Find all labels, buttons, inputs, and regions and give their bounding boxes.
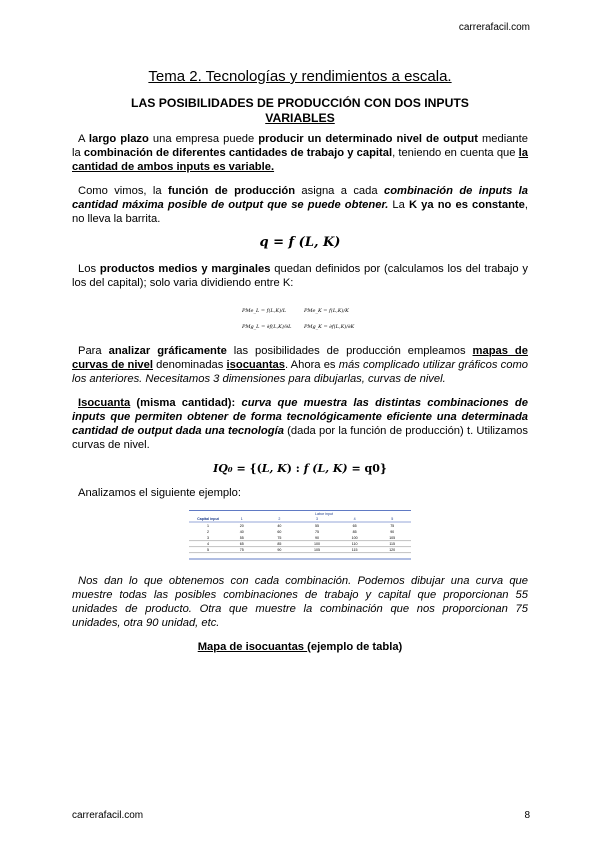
- text: una empresa puede: [148, 133, 259, 145]
- text-bold: K ya no es constante: [408, 199, 525, 211]
- text: denominadas: [153, 359, 227, 371]
- text-bold: productos medios y marginales: [99, 263, 271, 275]
- table-row-header: Capital input: [197, 517, 219, 521]
- text: Para: [78, 345, 109, 357]
- footer-site-name: carrerafacil.com: [72, 810, 144, 821]
- text: . Ahora es: [285, 359, 339, 371]
- text: las posibilidades de producción empleamos: [226, 345, 473, 357]
- text-bold: combinación de diferentes cantidades de trabajo y capital: [83, 147, 393, 159]
- text-italic: más complicado utilizar gráficos como los anteriores. Necesitamos 3 dimensiones para dibujarlas, curvas de nivel.: [72, 359, 529, 385]
- caption-underlined: Mapa de isocuantas: [197, 641, 308, 653]
- table-cell: 105: [389, 536, 396, 540]
- example-table-wrapper: [72, 510, 528, 564]
- table-row-label: 1: [207, 524, 209, 528]
- text-bold: (misma cantidad): [130, 397, 232, 409]
- page-number: 8: [524, 810, 530, 821]
- text-bold-underline: Isocuanta: [78, 397, 131, 409]
- table-cell: 90: [390, 530, 395, 534]
- table-cell: 90: [315, 536, 319, 540]
- section-heading-line-2: VARIABLES: [265, 111, 335, 125]
- text: A: [78, 133, 89, 145]
- text-bold: función de producción: [167, 185, 296, 197]
- equation-pmg-k: PMg_K = ∂f(L,K)/∂K: [304, 324, 355, 330]
- text-bold: producir un determinado nivel de output: [258, 133, 478, 145]
- table-row-label: 5: [207, 548, 209, 552]
- table-cell: 110: [351, 542, 358, 546]
- table-cell: 115: [389, 542, 396, 546]
- paragraph-graphical-analysis: [72, 344, 528, 386]
- text: (dada por la función de producción) t. Utilizamos curvas de nivel.: [72, 425, 528, 451]
- formula-part: ) :: [286, 462, 304, 475]
- table-column-header: 5: [391, 517, 394, 521]
- table-column-header: 2: [278, 517, 281, 521]
- text: Como vimos, la: [78, 185, 168, 197]
- table-row-label: 2: [207, 530, 209, 534]
- table-column-header: 1: [240, 517, 243, 521]
- paragraph-production-function: [72, 184, 528, 226]
- text-bold: analizar gráficamente: [108, 345, 227, 357]
- table-column-header: 3: [316, 517, 318, 521]
- text-bold: largo plazo: [88, 133, 149, 145]
- table-cell: 90: [277, 548, 282, 552]
- table-cell: 100: [314, 542, 320, 546]
- section-heading-line-1: LAS POSIBILIDADES DE PRODUCCIÓN CON DOS INPUTS: [131, 96, 469, 110]
- figure-caption: [72, 640, 528, 654]
- text-bold-italic: curva que muestra las distintas combinaciones de inputs que permiten obtener de forma tecnológicamente eficiente una determinada cantidad de output dada una tecnología: [72, 397, 528, 437]
- text-bold-italic: combinación de inputs la cantidad máxima posible de output que se puede obtener.: [72, 185, 528, 211]
- production-table: [189, 510, 411, 560]
- equation-pmg-l: PMg_L = ∂f(L,K)/∂L: [242, 324, 292, 330]
- table-cell: 105: [314, 548, 320, 552]
- table-cell: 60: [277, 530, 282, 534]
- equation-pme-k: PMe_K = f(L,K)/K: [304, 308, 349, 314]
- isoquant-formula: [72, 462, 528, 476]
- text: mediante la: [72, 133, 528, 159]
- production-function-formula: q = f (L, K): [259, 235, 341, 250]
- table-cell: 75: [239, 548, 244, 552]
- caption-rest: (ejemplo de tabla): [307, 641, 403, 653]
- formula-part: (L, K): [308, 462, 348, 475]
- text: Los: [78, 263, 100, 275]
- table-cell: 75: [277, 536, 282, 540]
- formula-part: = {(: [232, 462, 262, 475]
- text: asigna a cada: [295, 185, 384, 197]
- text: , teniendo en cuenta que: [392, 147, 519, 159]
- text-bold-underline: isocuantas: [226, 359, 285, 371]
- table-cell: 65: [352, 524, 357, 528]
- table-cell: 75: [390, 524, 395, 528]
- table-cell: 85: [352, 530, 357, 534]
- paragraph-example-explanation: Nos dan lo que obtenemos con cada combinación. Podemos dibujar una curva que muestre todas las posibles combinaciones de trabajo y capital que proporcionan 55 unidades de producto. Otra que muestre la combinación que nos proporcionan 75 unidades, otra 90 unidad, etc.: [72, 575, 528, 629]
- formula-part: L, K: [261, 462, 287, 475]
- paragraph-intro: [72, 132, 528, 174]
- text: , no lleva la barrita.: [72, 199, 528, 225]
- formula-part: = q0}: [347, 462, 387, 475]
- table-column-header: 4: [353, 517, 356, 521]
- text-bold-underline: mapas de curvas de nivel: [72, 345, 528, 371]
- table-cell: 40: [239, 530, 244, 534]
- formula-part: IQ₀: [213, 462, 233, 475]
- paragraph-average-marginal: [72, 262, 528, 290]
- equation-pme-l: PMe_L = f(L,K)/L: [242, 308, 287, 314]
- table-cell: 55: [315, 524, 319, 528]
- table-cell: 40: [277, 524, 282, 528]
- page-title: Tema 2. Tecnologías y rendimientos a escala.: [148, 68, 452, 85]
- text: quedan definidos por (calculamos los del trabajo y los del capital); solo varia dividiendo entre K:: [72, 263, 528, 289]
- table-cell: 115: [351, 548, 358, 552]
- text-bold-underline: la cantidad de ambos inputs es variable.: [72, 147, 529, 173]
- table-cell: 55: [239, 536, 244, 540]
- paragraph-isoquant-definition: [72, 396, 528, 452]
- header-site-name: carrerafacil.com: [458, 22, 530, 33]
- table-group-header: Labor input: [315, 512, 333, 516]
- table-cell: 65: [239, 542, 244, 546]
- text: La: [388, 199, 409, 211]
- formula-part: f: [303, 462, 309, 475]
- paragraph-example-intro: Analizamos el siguiente ejemplo:: [78, 487, 241, 499]
- table-cell: 100: [351, 536, 358, 540]
- text-bold: :: [231, 397, 242, 409]
- table-row-label: 4: [207, 542, 209, 546]
- table-cell: 120: [389, 548, 396, 552]
- page-content: [72, 68, 528, 654]
- table-cell: 75: [315, 530, 319, 534]
- average-marginal-equations: [240, 300, 360, 334]
- table-cell: 20: [239, 524, 244, 528]
- table-row-label: 3: [207, 536, 209, 540]
- section-heading: [72, 96, 528, 126]
- table-cell: 85: [277, 542, 282, 546]
